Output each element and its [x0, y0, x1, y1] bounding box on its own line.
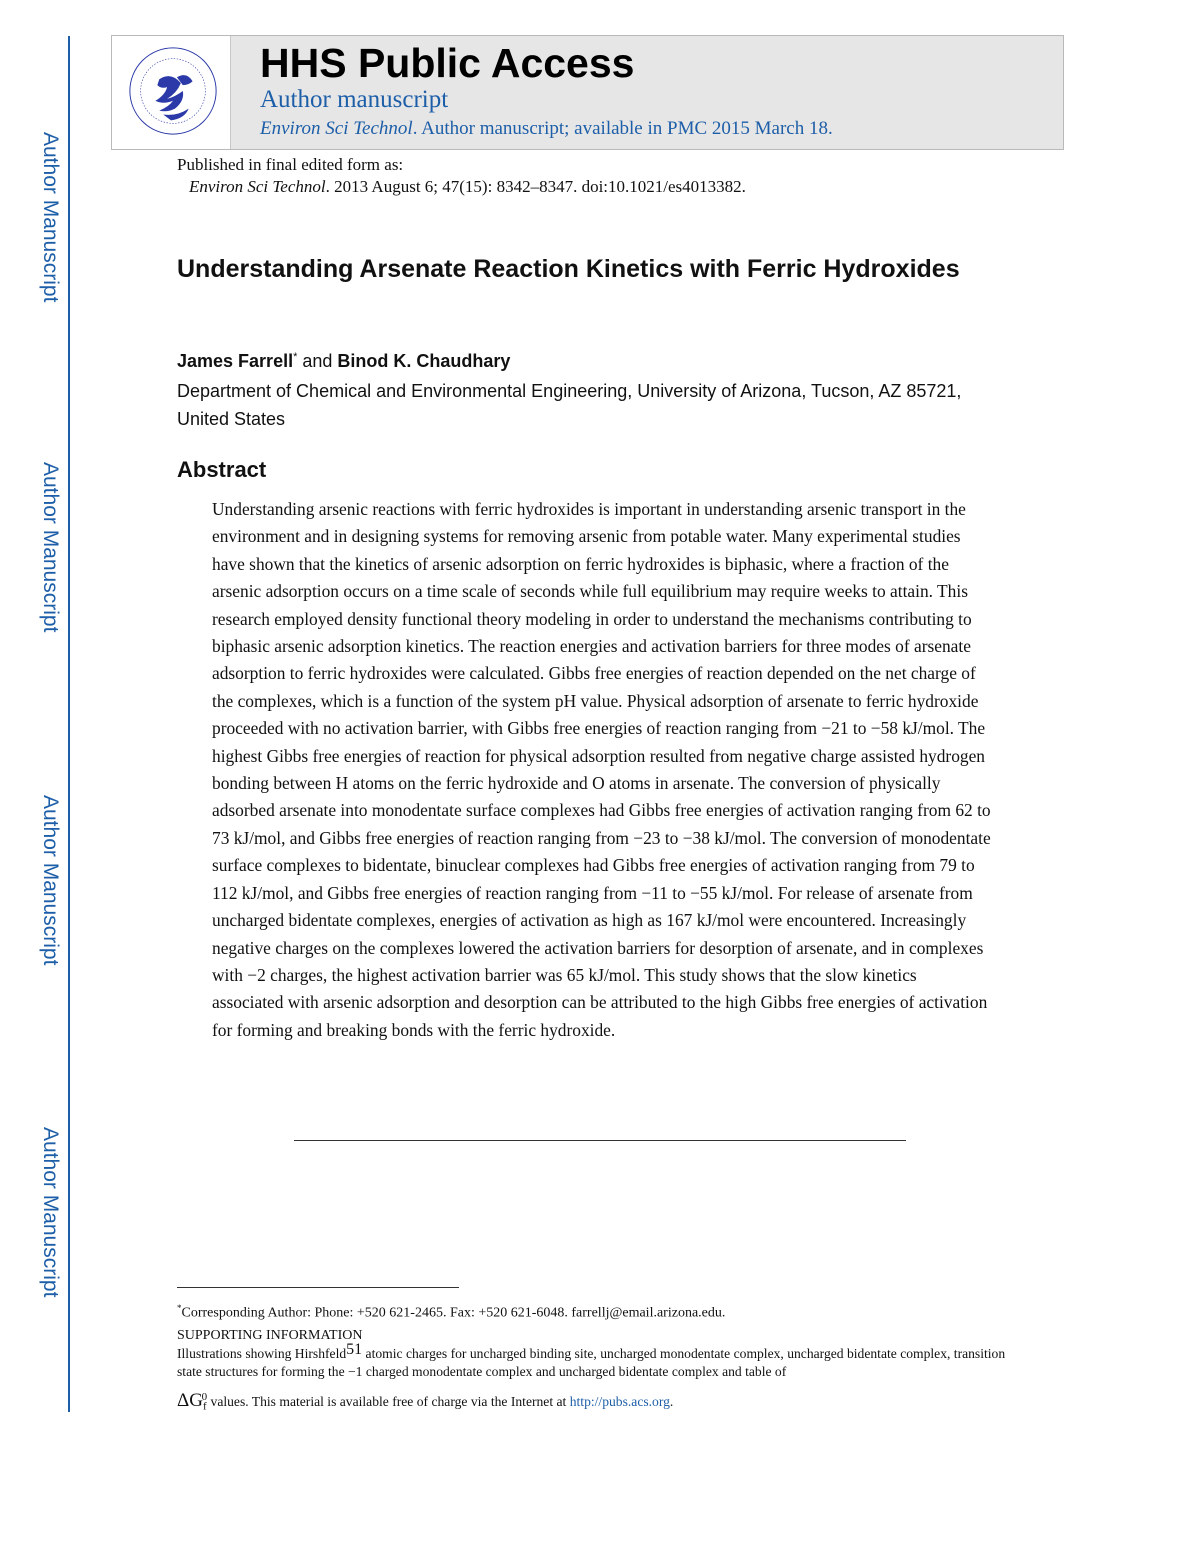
- supporting-info-heading: SUPPORTING INFORMATION: [177, 1328, 363, 1343]
- header-banner: [111, 35, 1064, 150]
- pubs-acs-link[interactable]: http://pubs.acs.org: [569, 1394, 670, 1409]
- header-journal: Environ Sci Technol: [260, 118, 413, 139]
- footnote-divider: [177, 1287, 459, 1288]
- author-name: James Farrell: [177, 351, 294, 371]
- delta-g-subscript: f: [202, 1400, 207, 1413]
- author-affiliation: Department of Chemical and Environmental Engineering, University of Arizona, Tucson, AZ 85721, United States: [177, 381, 962, 429]
- sidebar-label: Author Manuscript: [39, 795, 62, 966]
- sidebar-label: Author Manuscript: [39, 462, 62, 633]
- published-details: . 2013 August 6; 47(15): 8342–8347. doi:10.1021/es4013382.: [325, 177, 746, 196]
- sidebar-label: Author Manuscript: [39, 1127, 62, 1298]
- header-availability: . Author manuscript; available in PMC 2015 March 18.: [412, 118, 833, 139]
- footnote-mark: *: [177, 1303, 182, 1313]
- article-title: Understanding Arsenate Reaction Kinetics with Ferric Hydroxides: [177, 255, 960, 283]
- author-list: [177, 351, 510, 372]
- author-name: Binod K. Chaudhary: [337, 351, 511, 371]
- corresponding-mark: *: [293, 351, 298, 363]
- corresponding-text: Corresponding Author: Phone: +520 621-2465. Fax: +520 621-6048. farrellj@email.arizona.edu.: [181, 1305, 726, 1321]
- delta-g-symbol: ΔG: [177, 1390, 203, 1411]
- published-label: Published in final edited form as:: [177, 155, 404, 174]
- reference-number: 51: [346, 1341, 363, 1358]
- si-text: values. This material is available free of charge via the Internet at: [207, 1394, 570, 1409]
- si-text: atomic charges for uncharged binding site, uncharged monodentate complex, uncharged bidentate complex, transition state structures for forming the −1 charged monodentate complex and uncharged bidentate complex and table of: [177, 1346, 1006, 1379]
- abstract-heading: Abstract: [177, 457, 267, 482]
- delta-g-superscript: 0: [201, 1391, 208, 1404]
- abstract-text: Understanding arsenic reactions with ferric hydroxides is important in understanding arsenic transport in the environment and in designing systems for removing arsenic from potable water. Many experimental studies have shown that the kinetics of arsenic adsorption on ferric hydroxides is biphasic, where a fraction of the arsenic adsorption occurs on a time scale of seconds while full equilibrium may require weeks to attain. This research employed density functional theory modeling in order to understand the mechanisms contributing to biphasic arsenic adsorption kinetics. The reaction energies and activation barriers for three modes of arsenate adsorption to ferric hydroxides were calculated. Gibbs free energies of reaction depended on the net charge of the complexes, which is a function of the system pH value. Physical adsorption of arsenate to ferric hydroxide proceeded with no activation barrier, with Gibbs free energies of reaction ranging from −21 to −58 kJ/mol. The highest Gibbs free energies of reaction for physical adsorption resulted from negative charge assisted hydrogen bonding between H atoms on the ferric hydroxide and O atoms in arsenate. The conversion of physically adsorbed arsenate into monodentate surface complexes had Gibbs free energies of activation ranging from 62 to 73 kJ/mol, and Gibbs free energies of reaction ranging from −23 to −38 kJ/mol. The conversion of monodentate surface complexes to bidentate, binuclear complexes had Gibbs free energies of activation ranging from 79 to 112 kJ/mol, and Gibbs free energies of reaction ranging from −11 to −55 kJ/mol. For release of arsenate from uncharged bidentate complexes, energies of activation as high as 167 kJ/mol were encountered. Increasingly negative charges on the complexes lowered the activation barriers for desorption of arsenate, and in complexes with −2 charges, the highest activation barrier was 65 kJ/mol. This study shows that the slow kinetics associated with arsenic adsorption and desorption can be attributed to the high Gibbs free energies of activation for forming and breaking bonds with the ferric hydroxide.: [212, 499, 991, 1040]
- header-citation: [260, 118, 833, 140]
- header-title: HHS Public Access: [260, 40, 635, 86]
- published-citation: [189, 177, 746, 197]
- sidebar-rule: [68, 36, 70, 1412]
- sidebar-label: Author Manuscript: [39, 132, 62, 303]
- corresponding-footnote: [177, 1303, 725, 1322]
- abstract-divider: [294, 1140, 906, 1141]
- si-text: Illustrations showing Hirshfeld: [177, 1346, 347, 1361]
- header-subtitle: Author manuscript: [260, 86, 449, 113]
- author-separator: and: [297, 351, 338, 371]
- supporting-info-text-end: [177, 1390, 673, 1413]
- si-text: .: [669, 1394, 674, 1409]
- hhs-eagle-logo-icon: [124, 42, 222, 140]
- supporting-info-text: [177, 1341, 1017, 1381]
- published-journal: Environ Sci Technol: [189, 177, 326, 196]
